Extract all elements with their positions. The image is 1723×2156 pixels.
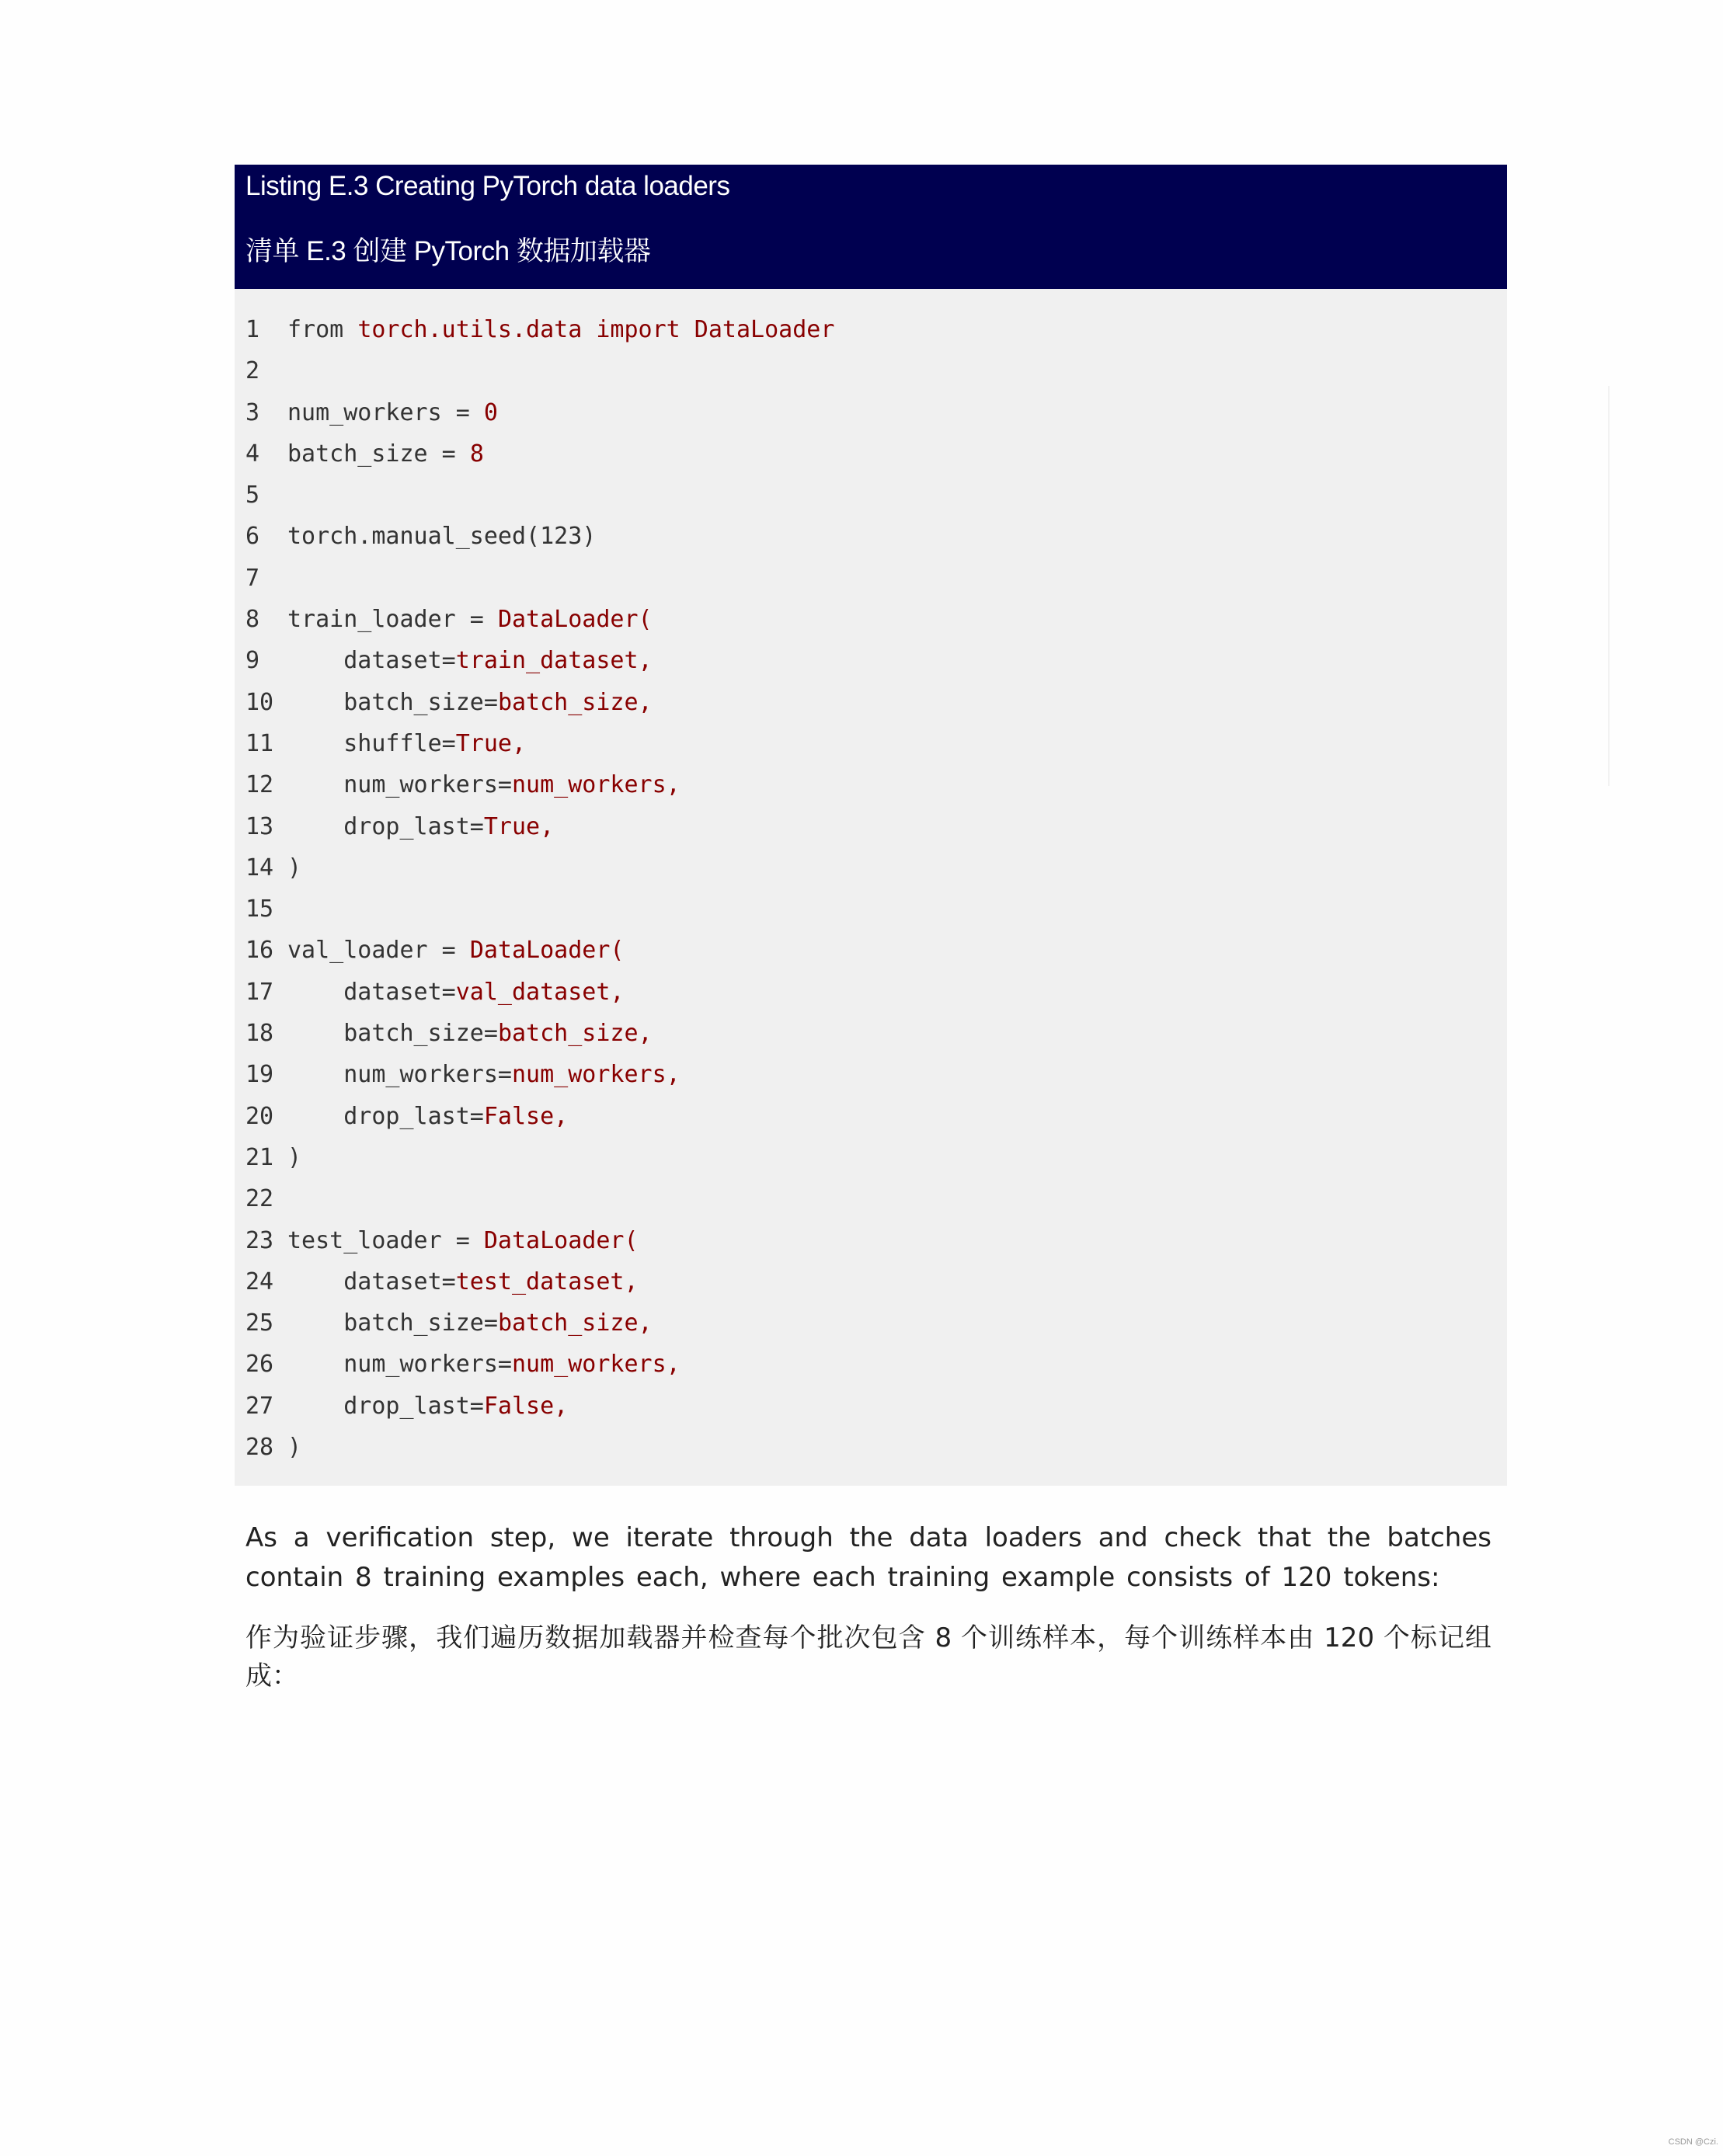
- code-token: num_workers=: [287, 1351, 512, 1379]
- code-token: dataset=: [287, 1268, 456, 1295]
- code-token: batch_size,: [497, 688, 653, 716]
- code-token: num_workers,: [511, 1351, 680, 1379]
- code-token: batch_size=: [287, 1020, 498, 1048]
- code-line: [245, 723, 1507, 764]
- code-token: DataLoader(: [483, 1226, 639, 1254]
- code-token: test_dataset,: [455, 1268, 639, 1295]
- code-token: torch.manual_seed(123): [287, 523, 597, 551]
- line-number: 22: [245, 1185, 274, 1213]
- listing-header: [235, 165, 1507, 289]
- code-line: [245, 972, 1507, 1013]
- line-number: 4: [245, 440, 260, 468]
- code-line: [245, 1013, 1507, 1054]
- code-token: False,: [483, 1392, 569, 1420]
- line-number: 1: [245, 316, 260, 343]
- line-number: 9: [245, 647, 260, 675]
- code-token: drop_last=: [287, 1102, 484, 1130]
- listing-title-zh: 清单 E.3 创建 PyTorch 数据加载器: [245, 236, 651, 266]
- code-token: num_workers =: [287, 398, 484, 426]
- code-line: [245, 1096, 1507, 1137]
- code-line: [245, 806, 1507, 847]
- paragraph-zh: 作为验证步骤，我们遍历数据加载器并检查每个批次包含 8 个训练样本，每个训练样本由 120 个标记组成：: [245, 1622, 1492, 1692]
- code-token: 0: [483, 398, 498, 426]
- code-block: [235, 289, 1507, 1486]
- code-token: num_workers=: [287, 771, 512, 799]
- code-line: [245, 558, 1507, 599]
- code-token: shuffle=: [287, 729, 456, 757]
- line-number: 13: [245, 812, 274, 840]
- code-token: num_workers,: [511, 1061, 680, 1089]
- code-token: from: [287, 316, 358, 343]
- code-token: 8: [469, 440, 484, 468]
- line-number: 2: [245, 357, 260, 385]
- code-token: num_workers=: [287, 1061, 512, 1089]
- code-line: [245, 640, 1507, 681]
- code-token: dataset=: [287, 978, 456, 1006]
- line-number: 17: [245, 978, 274, 1006]
- code-token: ): [287, 1434, 302, 1462]
- code-token: DataLoader(: [469, 937, 625, 965]
- code-line: [245, 1427, 1507, 1468]
- line-number: 15: [245, 895, 274, 923]
- code-token: batch_size,: [497, 1309, 653, 1337]
- line-number: 21: [245, 1143, 274, 1171]
- line-number: 26: [245, 1351, 274, 1379]
- code-token: True,: [483, 812, 555, 840]
- watermark: CSDN @Czi.: [1668, 2137, 1718, 2147]
- code-line: [245, 682, 1507, 723]
- code-line: [245, 433, 1507, 475]
- line-number: 6: [245, 523, 260, 551]
- line-number: 25: [245, 1309, 274, 1337]
- line-number: 28: [245, 1434, 274, 1462]
- code-token: test_loader =: [287, 1226, 484, 1254]
- code-line: [245, 888, 1507, 930]
- line-number: 20: [245, 1102, 274, 1130]
- line-number: 18: [245, 1020, 274, 1048]
- code-token: ): [287, 854, 302, 882]
- line-number: 3: [245, 398, 260, 426]
- line-number: 23: [245, 1226, 274, 1254]
- code-line: [245, 930, 1507, 971]
- code-line: [245, 1344, 1507, 1385]
- code-token: False,: [483, 1102, 569, 1130]
- code-token: val_loader =: [287, 937, 470, 965]
- line-number: 7: [245, 564, 260, 592]
- code-line: [245, 1137, 1507, 1178]
- line-number: 11: [245, 729, 274, 757]
- line-number: 8: [245, 606, 260, 634]
- paragraph-en: As a verification step, we iterate through the data loaders and check that the batches contain 8 training examples each, where each training example consists of 120 tokens:: [245, 1522, 1492, 1593]
- line-number: 14: [245, 854, 274, 882]
- code-line: [245, 350, 1507, 391]
- code-token: batch_size,: [497, 1020, 653, 1048]
- line-number: 16: [245, 937, 274, 965]
- code-line: [245, 392, 1507, 433]
- line-number: 19: [245, 1061, 274, 1089]
- line-number: 27: [245, 1392, 274, 1420]
- code-line: [245, 475, 1507, 516]
- line-number: 10: [245, 688, 274, 716]
- code-line: [245, 309, 1507, 350]
- code-line: [245, 1261, 1507, 1302]
- code-line: [245, 764, 1507, 805]
- code-token: DataLoader(: [497, 606, 653, 634]
- code-token: dataset=: [287, 647, 456, 675]
- code-token: num_workers,: [511, 771, 680, 799]
- code-line: [245, 1178, 1507, 1219]
- code-line: [245, 1386, 1507, 1427]
- code-line: [245, 1054, 1507, 1095]
- line-number: 5: [245, 482, 260, 509]
- code-token: val_dataset,: [455, 978, 625, 1006]
- divider-line: [1608, 386, 1610, 786]
- code-token: drop_last=: [287, 812, 484, 840]
- code-line: [245, 1220, 1507, 1261]
- code-token: batch_size =: [287, 440, 470, 468]
- code-token: ): [287, 1143, 302, 1171]
- line-number: 24: [245, 1268, 274, 1295]
- code-token: True,: [455, 729, 527, 757]
- code-token: torch.utils.data import DataLoader: [357, 316, 835, 343]
- code-token: batch_size=: [287, 688, 498, 716]
- code-token: batch_size=: [287, 1309, 498, 1337]
- code-token: train_loader =: [287, 606, 498, 634]
- code-token: drop_last=: [287, 1392, 484, 1420]
- code-line: [245, 847, 1507, 888]
- code-line: [245, 1302, 1507, 1344]
- code-line: [245, 599, 1507, 640]
- code-line: [245, 516, 1507, 557]
- line-number: 12: [245, 771, 274, 799]
- listing-title-en: Listing E.3 Creating PyTorch data loaders: [245, 171, 730, 201]
- code-token: train_dataset,: [455, 647, 653, 675]
